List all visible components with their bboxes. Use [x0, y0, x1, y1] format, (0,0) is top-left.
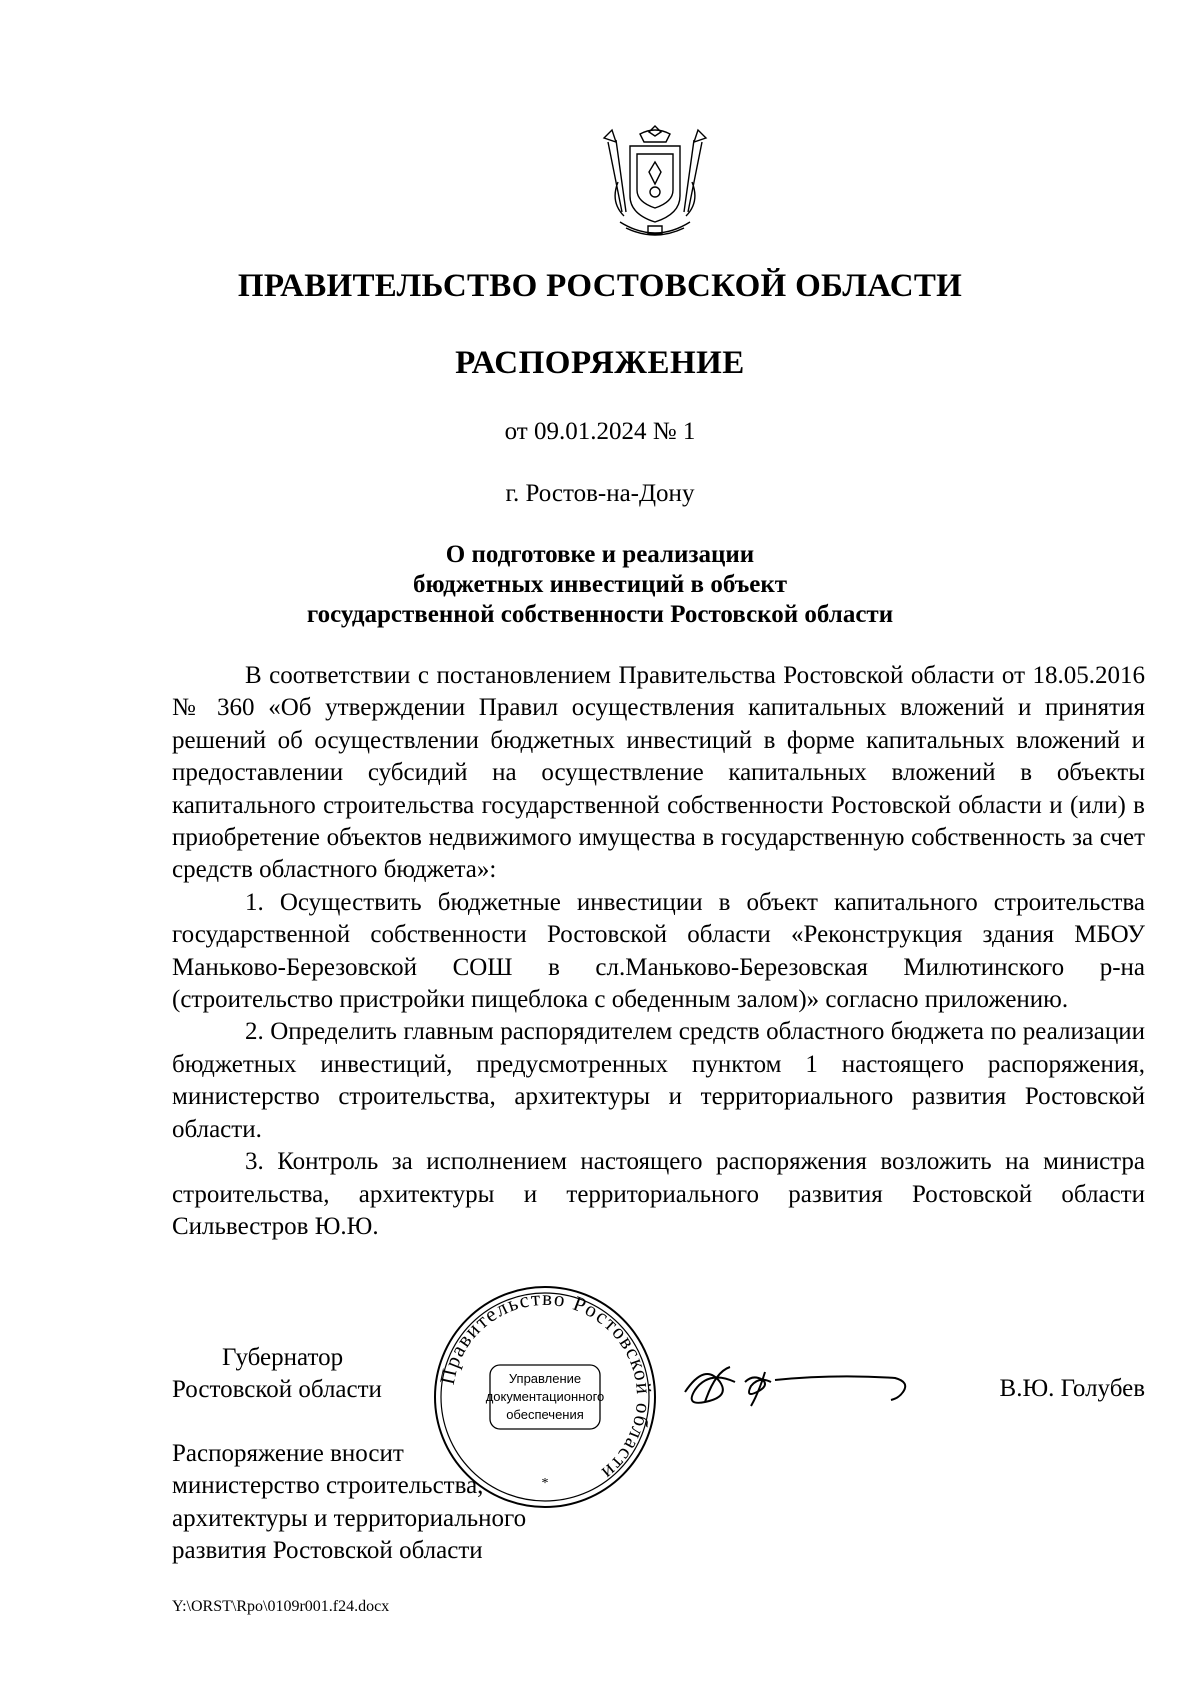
signatory-title — [172, 1342, 382, 1407]
subject-line: О подготовке и реализации — [445, 541, 755, 568]
signature-icon — [675, 1352, 925, 1422]
coat-of-arms-icon — [600, 122, 710, 240]
city: г. Ростов-на-Дону — [505, 480, 695, 507]
stamp-center-line: Управление — [508, 1371, 582, 1386]
signatory-name: В.Ю. Голубев — [999, 1375, 1145, 1402]
stamp-center-line: обеспечения — [506, 1407, 584, 1422]
stamp-star-icon: * — [541, 1476, 549, 1491]
file-path-footer: Y:\ORST\Rpo\0109r001.f24.docx — [172, 1598, 390, 1615]
date-and-number: от 09.01.2024 № 1 — [504, 418, 696, 445]
item-paragraph: 2. Определить главным распорядителем средств областного бюджета по реализации бюджетных инвестиций, предусмотренных пунктом 1 настоящего распоряжения, министерство строительства, архитектуры и территориального развития Ростовской области. — [172, 1018, 1145, 1143]
organization-title: ПРАВИТЕЛЬСТВО РОСТОВСКОЙ ОБЛАСТИ — [237, 268, 963, 304]
item-paragraph: 3. Контроль за исполнением настоящего распоряжения возложить на министра строительства, архитектуры и территориального развития Ростовской области Сильвестров Ю.Ю. — [172, 1148, 1145, 1240]
submitted-by-line: министерство строительства, — [172, 1472, 484, 1500]
preamble-paragraph: В соответствии с постановлением Правительства Ростовской области от 18.05.2016 № 360 «Об утверждении Правил осуществления капитальных вложений и принятия решений об осуществлении бюджетных инвестиций в форме капитальных вложений и предоставлении субсидий на осуществление капитальных вложений в объекты капитального строительства государственной собственности Ростовской области и (или) в приобретение объектов недвижимого имущества в государственную собственность за счет средств областного бюджета»: — [172, 662, 1145, 884]
submitted-by-line: Распоряжение вносит — [172, 1440, 404, 1467]
official-stamp-icon — [430, 1282, 660, 1512]
document-subject — [0, 540, 1200, 630]
document-body — [172, 660, 1145, 1243]
document-type-title: РАСПОРЯЖЕНИЕ — [455, 345, 745, 381]
stamp-ring-text: Правительство Ростовской области — [434, 1285, 657, 1486]
submitted-by-line: развития Ростовской области — [172, 1537, 483, 1565]
stamp-center-line: документационного — [485, 1389, 605, 1404]
item-paragraph: 1. Осуществить бюджетные инвестиции в объект капитального строительства государственной собственности Ростовской области «Реконструкция здания МБОУ Маньково-Березовской СОШ в сл.Маньково-Березовская Милютинского р-на (строительство пристройки пищеблока с обеденным залом)» согласно приложению. — [172, 888, 1145, 1014]
signatory-title-line: Губернатор — [222, 1344, 344, 1371]
subject-line: бюджетных инвестиций в объект — [412, 571, 788, 598]
submitted-by-line: архитектуры и территориального — [172, 1504, 527, 1532]
signatory-title-line: Ростовской области — [172, 1376, 382, 1404]
subject-line: государственной собственности Ростовской области — [306, 601, 894, 628]
